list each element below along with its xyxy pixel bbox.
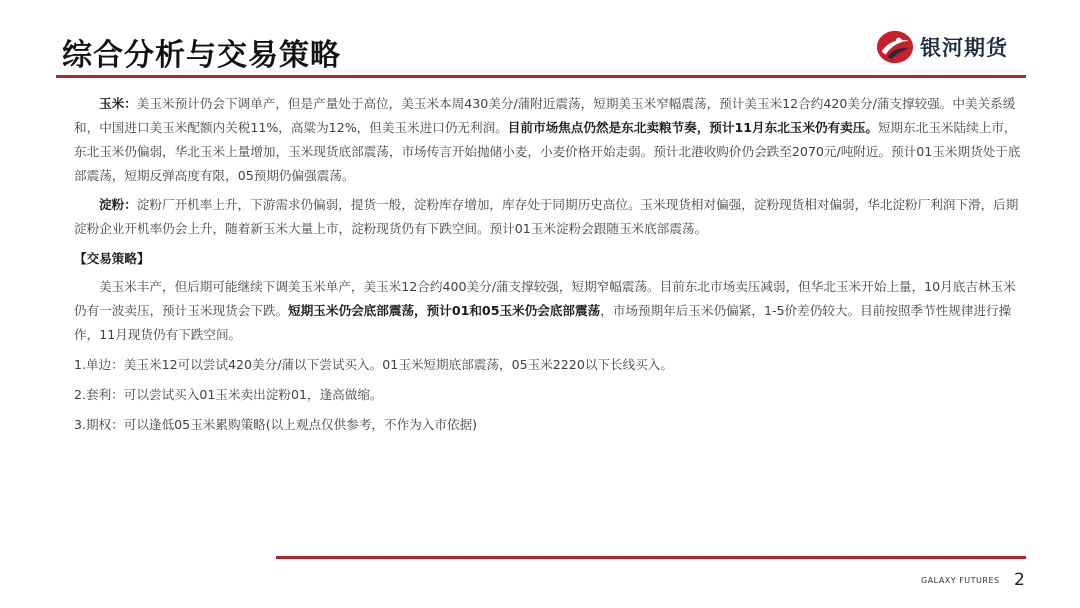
strategy-title: 【交易策略】 <box>74 251 150 266</box>
footer-divider <box>276 556 1026 559</box>
logo-text: 银河期货 <box>920 36 1008 60</box>
corn-text-1: 美玉米预计仍会下调单产，但是产量处于高位，美玉米本周430美分/蒲附近震荡，短期美玉米窄幅震荡，预计美玉米12合约420美分/蒲支撑较强。中美关系缓和，中国进口美玉米配额内关税11%，高粱为12%，但美玉米进口仍无利润。 <box>74 96 1016 135</box>
strategy-text-1: 美玉米丰产，但后期可能继续下调美玉米单产，美玉米12合约400美分/蒲支撑较强，短期窄幅震荡。目前东北市场卖压减弱，但华北玉米开始上量，10月底吉林玉米仍有一波卖压，预计玉米现货会下跌。 <box>74 279 1016 318</box>
strategy-item-arbitrage: 2.套利：可以尝试买入01玉米卖出淀粉01，逢高做缩。 <box>74 387 383 402</box>
strategy-text-2: ，市场预期年后玉米仍偏紧，1-5价差仍较大。目前按照季节性规律进行操作，11月现货仍有下跌空间。 <box>74 303 1012 342</box>
corn-emphasis: 目前市场焦点仍然是东北卖粮节奏，预计11月东北玉米仍有卖压。 <box>507 120 878 135</box>
strategy-item-single: 1.单边：美玉米12可以尝试420美分/蒲以下尝试买入。01玉米短期底部震荡，05玉米2220以下长线买入。 <box>74 357 673 372</box>
page-title: 综合分析与交易策略 <box>62 38 341 73</box>
corn-paragraph <box>74 92 1026 188</box>
starch-paragraph <box>74 193 1026 241</box>
galaxy-logo-icon <box>876 28 914 66</box>
corn-label: 玉米： <box>99 96 137 111</box>
main-content <box>74 92 1026 437</box>
strategy-item-options: 3.期权：可以逢低05玉米累购策略(以上观点仅供参考，不作为入市依据) <box>74 417 478 432</box>
company-logo <box>876 28 1008 66</box>
header-divider <box>56 75 1026 78</box>
starch-text: 淀粉厂开机率上升，下游需求仍偏弱，提货一般，淀粉库存增加，库存处于同期历史高位。玉米现货相对偏强，淀粉现货相对偏弱，华北淀粉厂利润下滑，后期淀粉企业开机率仍会上升，随着新玉米大量上市，淀粉现货仍有下跌空间。预计01玉米淀粉会跟随玉米底部震荡。 <box>74 197 1019 236</box>
strategy-paragraph <box>74 275 1026 347</box>
page-number: 2 <box>1014 570 1025 590</box>
corn-text-2: 短期东北玉米陆续上市，东北玉米仍偏弱，华北玉米上量增加，玉米现货底部震荡，市场传言开始抛储小麦，小麦价格开始走弱。预计北港收购价仍会跌至2070元/吨附近。预计01玉米期货处于底部震荡，短期反弹高度有限，05预期仍偏强震荡。 <box>74 120 1021 183</box>
footer-brand: GALAXY FUTURES <box>921 576 1000 585</box>
starch-label: 淀粉： <box>99 197 137 212</box>
strategy-emphasis: 短期玉米仍会底部震荡，预计01和05玉米仍会底部震荡 <box>288 303 601 318</box>
